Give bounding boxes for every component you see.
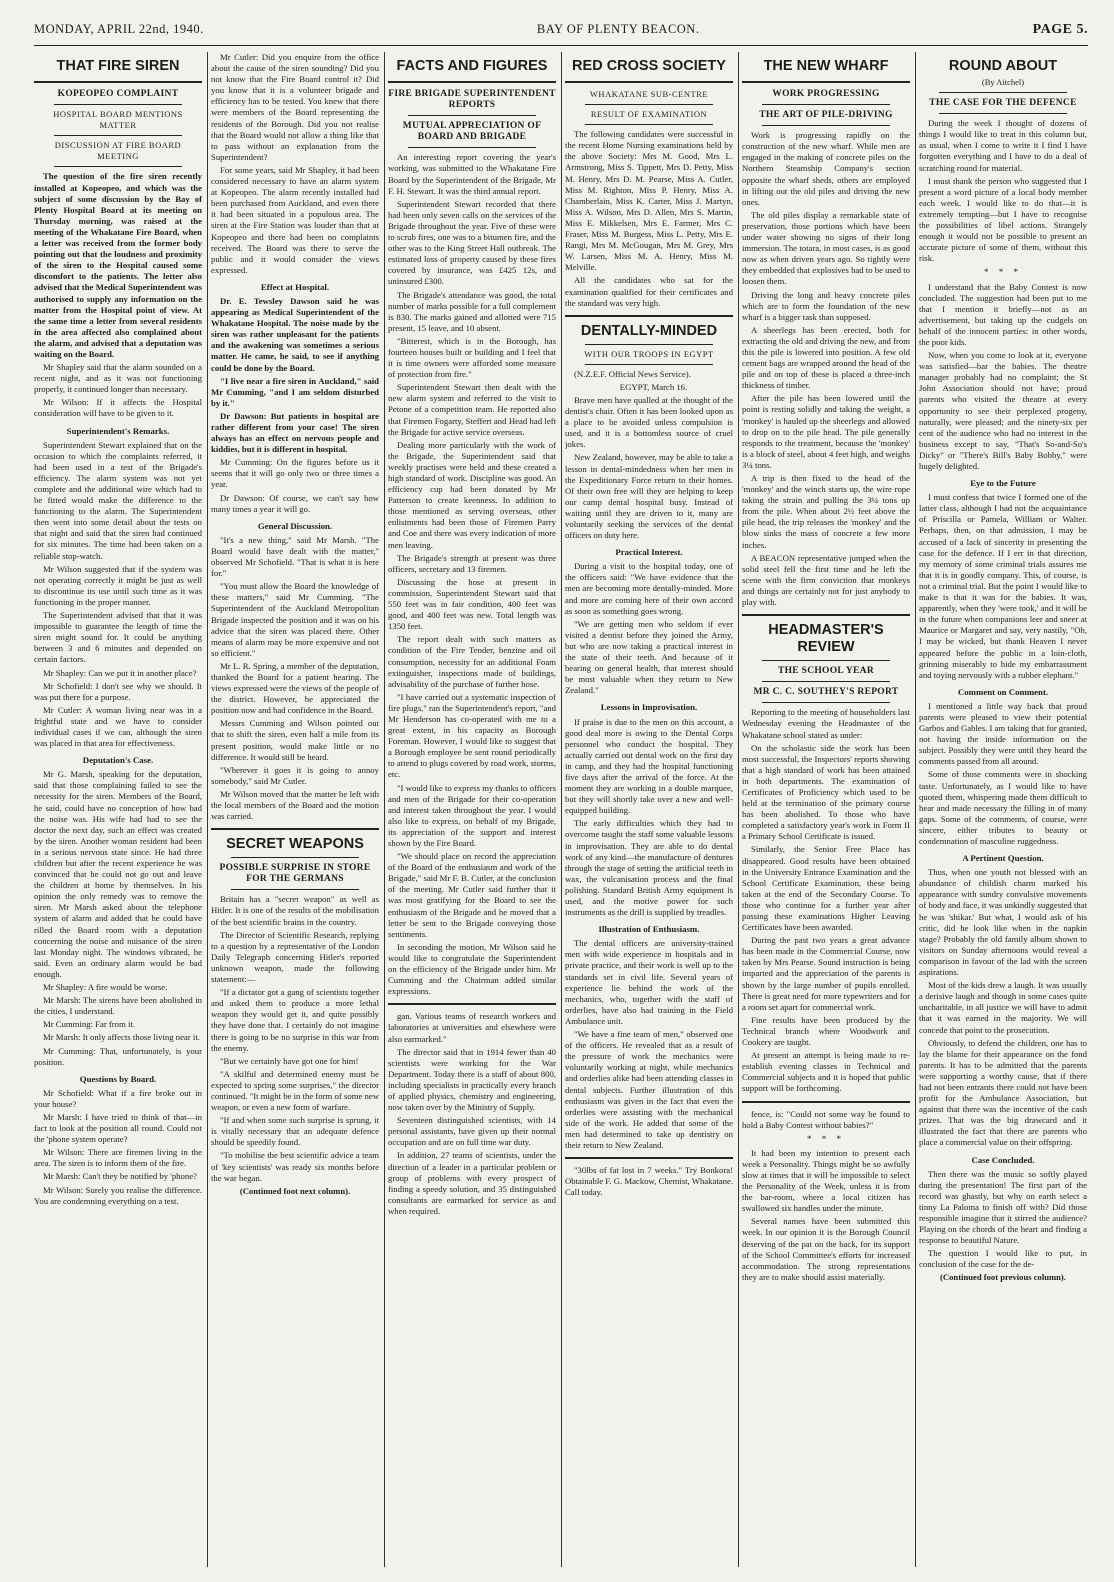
headline-dentally-minded: DENTALLY-MINDED <box>580 322 718 339</box>
headline-headmaster: HEADMASTER'S REVIEW <box>768 622 884 656</box>
divider <box>565 315 733 317</box>
divider <box>585 344 713 345</box>
headline-fire-siren: THAT FIRE SIREN <box>56 58 180 74</box>
section-heading: Eye to the Future <box>970 478 1036 489</box>
paragraph: The old piles display a remarkable state of preservation, those portions which have been under water showing no signs of their long immersion. The totara, in most cases, is as good now as when driven years ago. So tightly were they embedded that explosives had to be used to loosen them. <box>742 209 910 287</box>
divider <box>939 92 1067 93</box>
paragraph: Superintendent Stewart then dealt with the new alarm system and referred to the visit to Petone of a competition team. He reported also that Firemen Fogarty, Steffert and Head had left the Brigade for active service overseas. <box>388 382 556 437</box>
continued-note: (Continued foot previous column). <box>940 1272 1066 1283</box>
paragraph: "I would like to express my thanks to officers and men of the Brigade for their co-operation and interest taken throughout the year. I would also like to express, on behalf of my Brigade, its appreciation of the support and interest shown by the Fire Board. <box>388 782 556 848</box>
paragraph: "It's a new thing," said Mr Marsh. "The Board would have dealt with the matter," observed Mr Schofield. "That is what it is here for." <box>211 534 379 579</box>
paragraph: If praise is due to the men on this account, a good deal more is owing to the Dental Corps personnel who conduct the hospital. They actually carried out dental work on the first day in camp, and they had the hospital functioning five days after the arrival of the force. At the moment they are working in a double marquee, but they will shortly take over a new and well-equipped building. <box>565 716 733 816</box>
paragraph: "A skilful and determined enemy must be expected to spring some surprises," the director continued. "It might be in the form of some new weapon, or even a new form of warfare. <box>211 1068 379 1113</box>
section-heading: Superintendent's Remarks. <box>66 425 170 436</box>
subhead-result: RESULT OF EXAMINATION <box>590 109 708 120</box>
paragraph: Dealing more particularly with the work of the Brigade, the Superintendent said that weekly practises were held and these created a high standard of work. Discipline was good. An efficiency cup had been donated by Mr Patterson to create keenness. In addition to those mentioned as serving overseas, other enlistments had been those of Firemen Parry and Coe and there was every indication of more men leaving. <box>388 439 556 550</box>
section-heading: Lessons in Improvisation. <box>600 702 698 713</box>
divider <box>762 660 890 661</box>
paragraph: New Zealand, however, may be able to take a lesson in dental-mindedness when her men in the Expeditionary Force return to their homes. Of their own free will they are helping to keep our camp dental hospital busy. Instead of waiting until they are driven to it, many are voluntarily seeking the services of the dental officers on duty here. <box>565 452 733 541</box>
paragraph: Britain has a "secret weapon" as well as Hitler. It is one of the results of the mobilisation of the best scientific brains in the country. <box>211 894 379 927</box>
subhead-school-year: THE SCHOOL YEAR <box>777 666 874 677</box>
paragraph: Superintendent Stewart recorded that there had been only seven calls on the services of the Brigade throughout the year. Five of these were to scrub fires, one was to a bitumen fire, and the other was to the King Street Hall outbreak. The estimated loss of property caused by these fires covered by insurance, was £425 12s, and uninsured £300. <box>388 198 556 287</box>
section-heading: Deputation's Case. <box>82 755 154 766</box>
paragraph: (N.Z.E.F. Official News Service). <box>574 368 691 379</box>
paragraph: fence, is: "Could not some way be found to hold a Baby Contest without babies?" <box>742 1108 910 1130</box>
column-rule <box>384 52 385 1567</box>
paragraph: The report dealt with such matters as condition of the Fire Tender, benzine and oil consumption, necessity for an additional Foam extinguisher, inspections made of buildings, advisability of the purchase of further hose. <box>388 634 556 689</box>
column-3 <box>388 52 556 1567</box>
section-heading: Questions by Board. <box>79 1073 157 1084</box>
section-heading: Effect at Hospital. <box>260 281 330 292</box>
paragraph: "If and when some such surprise is sprung, it is vitally necessary that an adequate defence should be speedily found. <box>211 1115 379 1148</box>
paragraph: The early difficulties which they had to overcome taught the staff some valuable lessons in improvisation. They are able to do dental work of any kind—the manufacture of dentures through the stage of setting the artificial teeth in wax, the vulcanisation process and the final polishing. Standard British Army equipment is used, and the motive power for such instruments as the drill is supplied by treadles. <box>565 818 733 918</box>
masthead-paper: BAY OF PLENTY BEACON. <box>536 22 700 36</box>
subhead-fire-brigade: FIRE BRIGADE SUPERINTENDENT REPORTS <box>388 89 556 111</box>
divider <box>408 147 536 148</box>
divider <box>231 857 359 858</box>
continued-note: (Continued foot next column). <box>239 1185 351 1196</box>
subhead-case-defence: THE CASE FOR THE DEFENCE <box>929 98 1077 109</box>
paragraph: Mr Cutler: Did you enquire from the office about the cause of the siren sounding? Did you not know that the Fire Board control it? Did you know that it is a volunteer brigade and efficiency has to be tested. You knew that there were members of the Board representing the residents of the Borough. Did you not realise that the Board would not allow a thing like that to pass without an explanation from the Superintendent? <box>211 52 379 162</box>
section-heading: Practical Interest. <box>615 547 683 558</box>
paragraph: Superintendent Stewart explained that on the occasion to which the complaints referred, it had been used in a test of the Brigade's efficiency. The alarm system was not yet complete and the additional wire which had to be fitted would make the difference to the functioning to the alarm. The Superintendent then went into some detail about the tests on that night and said that the siren had continued for six minutes. The time had been taken on a reliable stop-watch. <box>34 439 202 561</box>
subhead-sub-centre: WHAKATANE SUB-CENTRE <box>589 89 709 99</box>
paragraph: All the candidates who sat for the examination qualified for their certificates and the standard was very high. <box>565 275 733 308</box>
divider <box>742 81 910 83</box>
paragraph: Then there was the music so softly played during the presentation! The first part of the record was ghastly, but why on earth select a tinny La Paloma to finish off with? Did those responsible imagine that it stirred the audience? Playing on the chords of the heart and finding a response to beautiful Nature. <box>919 1168 1087 1246</box>
paragraph: "I have carried out a systematic inspection of fire plugs," ran the Superintendent's report, "and Mr Henderson has co-operated with me to a great extent, in his capacity as Borough Foreman. However, I would like to suggest that a Borough employee be sent round periodically to attend to plugs covered by road work, storms, etc. <box>388 691 556 780</box>
byline: (By Aitchel) <box>981 77 1025 87</box>
section-break: * * * <box>984 267 1022 278</box>
divider <box>211 828 379 830</box>
subhead-discussion: DISCUSSION AT FIRE BOARD MEETING <box>54 140 182 162</box>
paragraph: Mr Schofield: What if a fire broke out in your house? <box>34 1087 202 1109</box>
subhead-work-progressing: WORK PROGRESSING <box>772 89 880 99</box>
paragraph: "We should place on record the appreciation of the Board of the enthusiasm and work of the Brigade," said Mr F. B. Cutler, at the conclusion of the meeting. Mr Cutler said further that it was most gratifying for the Board to see the enthusiasm of the Brigade and he moved that a letter be sent to the Brigade conveying those sentiments. <box>388 851 556 939</box>
subhead-hospital-board: HOSPITAL BOARD MENTIONS MATTER <box>53 109 183 131</box>
paragraph: The dental officers are university-trained men with wide experience in hospitals and in private practice, and their work is well up to the standards set in civil life. Several years of experience lie behind the work of the mechanics, who, together with the staff of orderlies, have also had training in the Field Ambulance unit. <box>565 938 733 1026</box>
paragraph: Discussing the hose at present in commission, Superintendent Stewart said that 550 feet was in fair condition, 400 feet was good, and 400 feet was new. Total length was 1350 feet. <box>388 576 556 632</box>
divider <box>231 889 359 890</box>
paragraph: I must confess that twice I formed one of the latter class, although I had not the acquaintance of Priscilla or Pamela, William or Walter. Perhaps, then, on that admission, I may be accused of a lack of sincerity in presenting the case for the defence. If I err in that direction, my memory of some criminal trials assures me that it is in goodly company. This, of course, is not a criminal trial. But the point I would like to make is that it was for the babies. It was, apparently, when they 'were took,' and it will be in the future when companions leer and sneer at Maurice or Margaret and say, very nastily, "Oh, I may be wicked, but thank Heaven I never appeared before the public in a loin-cloth, grinning miserably to hide my embarrassment and toying nervously with a rubber elephant." <box>919 492 1087 680</box>
paragraph: A BEACON representative jumped when the solid steel fell the first time and he left the scene with the firm conviction that monkeys and things are certainly not for just anybody to play with. <box>742 552 910 608</box>
paragraph: Mr Shapley: Can we put it in another place? <box>43 667 197 678</box>
paragraph: Work is progressing rapidly on the construction of the new wharf. While men are engaged in the making of concrete piles on the Northern Steamship Company's section opposite the wharf sheds, others are employed in lifting out the old piles and driving the new ones. <box>742 130 910 207</box>
paragraph: The Superintendent advised that that it was impossible to guarantee the length of time the siren might sound for. It could be anything between 3 and 6 minutes and depended on certain factors. <box>34 610 202 665</box>
paragraph: After the pile has been lowered until the point is resting solidly and taking the weight, a 'monkey' is hauled up the sheerlegs and allowed to drop on to the pile head. The pile generally responds to the treatment, because the 'monkey' is a block of steel, about 4 feet high, and weighs 3¼ tons. <box>742 393 910 470</box>
paragraph: Mr Wilson moved that the matter be left with the local members of the Board and the motion was carried. <box>211 788 379 822</box>
section-heading: Illustration of Enthusiasm. <box>598 924 700 935</box>
divider <box>388 81 556 83</box>
paragraph: Mr Shapley: A fire would be worse. <box>43 982 168 993</box>
divider <box>585 104 713 105</box>
paragraph: The question I would like to put, in conclusion of the case for the de- <box>919 1248 1087 1270</box>
paragraph: Mr Marsh: Can't they be notified by 'phone? <box>43 1171 197 1182</box>
paragraph: "If a dictator got a gang of scientists together and asked them to produce a more lethal weapon they would get it, and quite possibly they have done that. I certainly do not imagine there is going to be no surprise in this war from the enemy. <box>211 987 379 1053</box>
paragraph: Dr Dawson: Of course, we can't say how many times a year it will go. <box>211 492 379 514</box>
paragraph: The Brigade's attendance was good, the total number of marks possible for a full complement is 830. The marks gained and allotted were 715 present, 15 leave, and 10 absent. <box>388 289 556 333</box>
paragraph: I mentioned a little way back that proud parents were pleased to view their potential Garbos and Gables. I am taking that for granted, not having the inside information on the subject. Possibly they were until they heard the comments passed from all around. <box>919 700 1087 767</box>
headline-secret-weapons: SECRET WEAPONS <box>226 836 364 853</box>
paragraph: Mr Wilson: There are firemen living in the area. The siren is to inform them of the fire. <box>34 1147 202 1169</box>
paragraph: A trip is then fixed to the head of the 'monkey' and the winch starts up, the wire rope taking the strain and pulling the 3¼ tons up from the pile. When about 2½ feet above the pile head, the trip releases the 'monkey' and the blow sinks the mass of concrete a few more inches. <box>742 473 910 550</box>
section-heading: General Discussion. <box>257 520 333 531</box>
column-6 <box>919 52 1087 1567</box>
column-rule <box>915 52 916 1567</box>
paragraph: Mr Marsh: The sirens have been abolished in the cities, I understand. <box>34 995 202 1017</box>
paragraph: gan. Various teams of research workers and laboratories at universities and elsewhere were also earmarked." <box>388 1011 556 1044</box>
masthead-date: MONDAY, APRIL 22nd, 1940. <box>34 22 204 36</box>
paragraph: Now, when you come to look at it, everyone was satisfied—bar the babies. The theatre manager probably had no complaint; the St John Association should not have; proud parents who visited the theatre at every opportunity to see their perplexed progeny, naturally, were pleased; and the ninety-six per cent of the audience who had no interest in the business except to say, "That's So-and-So's Dicky" or "There's Bill's Baby Bobby," were hugely delighted. <box>919 350 1087 471</box>
paragraph: Mr L. R. Spring, a member of the deputation, thanked the Board for a patient hearing. The views expressed were the views of the people of the district. However, he appreciated the position now and had confidence in the Board. <box>211 660 379 716</box>
section-break: * * * <box>807 1133 845 1144</box>
headline-new-wharf: THE NEW WHARF <box>763 58 889 74</box>
columns <box>34 52 1088 1567</box>
paragraph: Mr Shapley said that the alarm sounded on a recent night, and as it was not functioning properly, it continued longer than necessary. <box>34 362 202 395</box>
paragraph: Mr Marsh: I have tried to think of that—in fact to look at the position all round. Could not the 'phone system operate? <box>34 1111 202 1145</box>
paragraph: An interesting report covering the year's working, was submitted to the Whakatane Fire Board by the Superintendent of the Brigade, Mr F. H. Stewart. It was the third annual report. <box>388 152 556 196</box>
column-rule <box>738 52 739 1567</box>
paragraph: In seconding the motion, Mr Wilson said he would like to congratulate the Superintendent on the efficiency of the Brigade under him. Mr Cumming and the Chairman added similar expressions. <box>388 941 556 997</box>
paragraph: In addition, 27 teams of scientists, under the direction of a leader in a particular problem or group of problems with every prospect of finding a speedy solution, and 35 distinguished consultants are earmarked for service as and when required. <box>388 1150 556 1216</box>
subhead-kopeopeo: KOPEOPEO COMPLAINT <box>57 89 179 99</box>
paragraph: The director said that in 1914 fewer than 40 scientists were working for the War Department. Today there is a staff of about 800, including specialists in practically every branch of applied physics, chemistry and engineering, now taken over by the Ministry of Supply. <box>388 1046 556 1113</box>
divider <box>939 113 1067 114</box>
paragraph: Dr. E. Tewsley Dawson said he was appearing as Medical Superintendent of the Whakatane Hospital. The noise made by the siren was rather unpleasant for the patients and the awakening was sometimes a serious matter. He came, he said, to see if anything could be done by the Board. <box>211 295 379 373</box>
paragraph: "Bitterest, which is in the Borough, has fourteen houses built or building and I feel that it is time owners were afforded some measure of protection from fire." <box>388 335 556 380</box>
paragraph: Mr Cumming: Far from it. <box>43 1019 135 1030</box>
column-rule <box>207 52 208 1567</box>
paragraph: Similarly, the Senior Free Place has disappeared. Good results have been obtained in the University Entrance Examination and the School Certificate Examination, these being taken at the end of the Secondary Course. To those who continue for a further year after passing these examinations Higher Leaving Certificates have been awarded. <box>742 844 910 933</box>
paragraph: "We are getting men who seldom if ever visited a dentist before they joined the Army, but who are now taking a practical interest in the state of their teeth. And because of it bearing on general health, that interest should be most valuable when they return to New Zealand." <box>565 618 733 696</box>
paragraph: "We have a fine team of men," observed one of the officers. He revealed that as a result of the pressure of work the mechanics were voluntarily working at night, while mechanics and orderlies alike had been attending classes in dental subjects. Further illustration of this enthusiasm was given in the fact that even the orderlies were assisting with the mechanical side of the work. He added that some of the men had determined to take up dentistry on their return to New Zealand. <box>565 1029 733 1150</box>
paragraph: "Wherever it goes it is going to annoy somebody," said Mr Cutler. <box>211 764 379 786</box>
paragraph: Mr Wilson: If it affects the Hospital consideration will have to be given to it. <box>34 397 202 419</box>
paragraph: Fine results have been produced by the Technical branch where Woodwork and Cookery are taught. <box>742 1014 910 1048</box>
paragraph: The following candidates were successful in the recent Home Nursing examinations held by the above Society: Mrs M. Good, Mrs L. Armstrong, Miss S. Tippett, Mrs D. Petty, Miss M. Henry, Mrs D. M. Pearse, Miss A. Cutler, Miss M. Righton, Miss P. Henry, Miss A. Chamberlain, Miss K. Carter, Miss J. Martyn, Miss A. Wilson, Mrs D. Allen, Mrs S. Martin, Miss E. Mikkelsen, Mrs E. Farmer, Mrs C. Fraser, Miss M. Burgess, Miss L. Petty, Mrs E. Rangi, Mrs M. McGougan, Mrs M. Grey, Mrs W. Larsen, Miss M. A. Henry, Miss M. Melville. <box>565 129 733 273</box>
paragraph: "I live near a fire siren in Auckland," said Mr Cumming, "and I am seldom disturbed by it." <box>211 375 379 408</box>
paragraph: Mr Wilson suggested that if the system was not operating correctly it might be just as well to discontinue its use until such time as it was functioning in the proper manner. <box>34 563 202 607</box>
paragraph: Brave men have qualled at the thought of the dentist's chair. Often it has been looked upon as a place to be avoided unless compulsion is used, and it is a bottomless source of cruel jokes. <box>565 394 733 450</box>
paragraph: Driving the long and heavy concrete piles which are to form the foundation of the new wharf is a bigger task than supposed. <box>742 289 910 322</box>
masthead-page: PAGE 5. <box>1032 22 1088 37</box>
paragraph: Seventeen distinguished scientists, with 14 personal assistants, have given up their normal occupation and are on full time war duty. <box>388 1115 556 1148</box>
column-rule <box>561 52 562 1567</box>
paragraph: Some of those comments were in shocking taste. Unfortunately, as I would like to have quoted them, whispering made them difficult to hear and made necessary the filling in of many gaps. Some of the comments, of course, were sincere, either tributes to beauty or condemnation of masculine ruggedness. <box>919 769 1087 846</box>
paragraph: During the week I thought of dozens of things I would like to treat in this column but, as usual, when I come to write it I find I have forgotten everything and I have to do a deal of scratching round for material. <box>919 118 1087 173</box>
paragraph: Mr G. Marsh, speaking for the deputation, said that those complaining failed to see the necessity for the siren. Members of the Board, he said, could have no conception of how bad the noise was. His wife had had to see the doctor the next day, such an effect was created by the siren. Another woman resident had been in a serious nervous state since. He had three children but after the recent experience he was convinced that he could not go out and leave the children at home by themselves. In his opinion the only remedy was to remove the siren. Mr Marsh asked about the telephone system of alarm and added that he could have rilled the Board room with a deputation concerning the noise and nuisance of the siren last Monday night. The windows vibrated, he said. Even an ordinary alarm would be bad enough. <box>34 769 202 979</box>
dateline: EGYPT, March 16. <box>619 381 688 392</box>
masthead <box>34 22 1088 46</box>
paragraph: The Director of Scientific Research, replying to a question by a representative of the London Daily Telegraph concerning Hitler's reported unknown weapon, made the following statement:— <box>211 929 379 985</box>
paragraph: At present an attempt is being made to re-establish evening classes in Technical and Commercial subjects and it is hoped that public support will be forthcoming. <box>742 1050 910 1094</box>
subhead-mutual-appreciation: MUTUAL APPRECIATION OF BOARD AND BRIGADE <box>402 121 542 143</box>
paragraph: It had been my intention to present each week a Personality. Things might be so awfully slow at times that it will be impossible to select the Personality of the Week, unless it is from the bar-room, where a local citizen has swallowed six handles under the minute. <box>742 1147 910 1214</box>
paragraph: I must thank the person who suggested that I present a word picture of a local body member each week. I would like to do that—it is extremely tempting—but I have to recognise the possibilities of libel actions. Strangely enough it would not be possible to present an accurate picture of some of them, without this risk. <box>919 175 1087 264</box>
paragraph: Mr Cutler: A woman living near was in a frightful state and we have to consider individual cases if we can, although the siren was placed in that area for effectiveness. <box>34 704 202 749</box>
subhead-pile-driving: THE ART OF PILE-DRIVING <box>759 110 893 121</box>
headline-round-about: ROUND ABOUT <box>948 58 1058 74</box>
paragraph: Messrs Cumming and Wilson pointed out that to shift the siren, even half a mile from its present position, would make little or no difference. It would still be heard. <box>211 718 379 762</box>
paragraph: I understand that the Baby Contest is now concluded. The suggestion had been put to me that I mention it briefly—not as an advertisement, but taking up the cudgels on behalf of the innocent parties: in other words, the poor kids. <box>919 281 1087 347</box>
headline-facts-figures: FACTS AND FIGURES <box>396 58 548 74</box>
divider <box>54 104 182 105</box>
paragraph: "But we certainly have got one for him! <box>220 1055 359 1066</box>
paragraph: For some years, said Mr Shapley, it had been considered necessary to have an alarm system at Kopeopeo. The alarm recently installed had been purchased from Auckland, and even there it had been situated in a populous area. The siren at the Fire Station was louder than that at Kopeopeo and there had been no complaints received. The Board was there to serve the public and it would consider the views expressed. <box>211 164 379 275</box>
paragraph: On the scholastic side the work has been most successful, the Inspectors' reports showing that a high standard of work has been attained in both departments. The examination of Certificates of Proficiency which used to be held at the termination of the primary course has been abolished. To those who have completed a satisfactory year's work in Form II a Primary School Certificate is issued. <box>742 742 910 842</box>
paragraph: Reporting to the meeting of householders last Wednesday evening the Headmaster of the Whakatane school stated as under: <box>742 707 910 740</box>
divider <box>54 166 182 167</box>
headline-red-cross: RED CROSS SOCIETY <box>572 58 726 74</box>
paragraph: Mr Cumming: On the figures before us it seems that it will go only two or three times a year. <box>211 457 379 490</box>
paragraph: Mr Wilson: Surely you realise the difference. You are condemning everything on a test. <box>34 1184 202 1206</box>
divider <box>388 1003 556 1005</box>
section-heading: Comment on Comment. <box>957 686 1049 697</box>
section-heading: A Pertinent Question. <box>962 853 1044 864</box>
column-5 <box>742 52 910 1567</box>
divider <box>762 125 890 126</box>
paragraph: During the past two years a great advance has been made in the Commercial Course, now taken by Mrs Pearse. Sound instruction is being imparted and the appreciation of the parents is shown by the large number of pupils enrolled. There is great need for more typewriters and for a room set apart for commercial work. <box>742 935 910 1012</box>
paragraph: "You must allow the Board the knowledge of these matters," said Mr Cumming. "The Superintendent of the Auckland Metropolitan Brigade inspected the position and it was on his advice that the siren was placed there. Other means of alarm may be more expensive and not so efficient." <box>211 581 379 658</box>
divider <box>762 702 890 703</box>
subhead-possible-surprise: POSSIBLE SURPRISE IN STORE FOR THE GERMANS <box>219 863 371 885</box>
paragraph: Obviously, to defend the children, one has to lay the blame for their appearance on the fond parents. It has to be admitted that the parents were supporting a worthy cause, that if there had not been entrants there could not have been profit for the Ambulance Association, but against that there was the incentive of the cash prizes. That was the big drawcard and it illustrated the fact that there are parents who place a commercial value on their offspring. <box>919 1037 1087 1148</box>
divider <box>54 135 182 136</box>
paragraph: During a visit to the hospital today, one of the officers said: "We have evidence that the men are becoming more dentally-minded. More and more are coming here of their own accord as soon as something goes wrong. <box>565 561 733 616</box>
paragraph: Most of the kids drew a laugh. It was usually a derisive laugh and though in some cases quite uncharitable, in all justice we will have to admit that it was earned in the majority. We will concede that point to the prosecution. <box>919 980 1087 1035</box>
paragraph: Mr Cumming: That, unfortunately, is your position. <box>34 1045 202 1067</box>
subhead-southey: MR C. C. SOUTHEY'S REPORT <box>753 687 899 698</box>
divider <box>585 364 713 365</box>
paragraph: Dr Dawson: But patients in hospital are rather different from your case! The siren always has an effect on nervous people and kiddies, but it is different in hospital. <box>211 410 379 455</box>
paragraph: The Brigade's strength at present was three officers, secretary and 13 firemen. <box>388 552 556 574</box>
advertisement: "30lbs of fat lost in 7 weeks." Try Bonkora! Obtainable F. G. Mackow, Chemist, Whakatane. Call today. <box>565 1165 733 1198</box>
paragraph: Thus, when one youth not blessed with an abundance of childish charm marked his appearance with sundry convulsive movements of body and face, it was unkindly suggested that he was 'shikar.' But what, I would ask of his critic, did he look like when in the napkin stage? Probably the old family album shown to visitors on Sunday afternoons would reveal a comparison in favour of the lad with the screen aspirations. <box>919 867 1087 978</box>
paragraph: A sheerlegs has been erected, both for extracting the old and driving the new, and from this the pile is lowered into position. A few old cement bags are wrapped around the head of the pile and on top of these is placed a three-inch thickness of timber. <box>742 324 910 391</box>
paragraph: Several names have been submitted this week. In our opinion it is the Borough Council deserving of the pat on the back, for its support of the School Committee's efforts for increased accommodation. The strong representations they are to make should assist materially. <box>742 1216 910 1282</box>
article-lead: The question of the fire siren recently installed at Kopeopeo, and which was the subject of some discussion by the Bay of Plenty Hospital Board at its meeting on Thursday morning, was raised at the meeting of the Whakatane Fire Board, when a letter was received from the former body pointing out that the loudness and proximity of the siren to the Hospital caused some discomfort to the patients. The letter also advised that the Medical Superintendent was authorised to supply any information on the matter from the Hospital point of view. At the same time a letter from several residents in the area affected also complained about the alarm, and advised that a deputation was waiting on the Board. <box>34 171 202 359</box>
divider <box>34 81 202 83</box>
divider <box>408 115 536 116</box>
divider <box>762 104 890 105</box>
divider <box>585 124 713 125</box>
divider <box>742 1101 910 1103</box>
divider <box>762 681 890 682</box>
paragraph: "To mobilise the best scientific advice a team of 'key scientists' was ready six months before the war began. <box>211 1150 379 1183</box>
paragraph: Mr Marsh: It only affects those living near it. <box>43 1032 200 1043</box>
divider <box>565 1157 733 1159</box>
section-heading: Case Concluded. <box>971 1154 1035 1165</box>
divider <box>742 614 910 616</box>
paragraph: Mr Schofield: I don't see why we should. It was put there for a purpose. <box>34 680 202 702</box>
column-2 <box>211 52 379 1567</box>
column-1 <box>34 52 202 1567</box>
subhead-egypt: WITH OUR TROOPS IN EGYPT <box>584 348 714 359</box>
column-4 <box>565 52 733 1567</box>
divider <box>565 81 733 83</box>
